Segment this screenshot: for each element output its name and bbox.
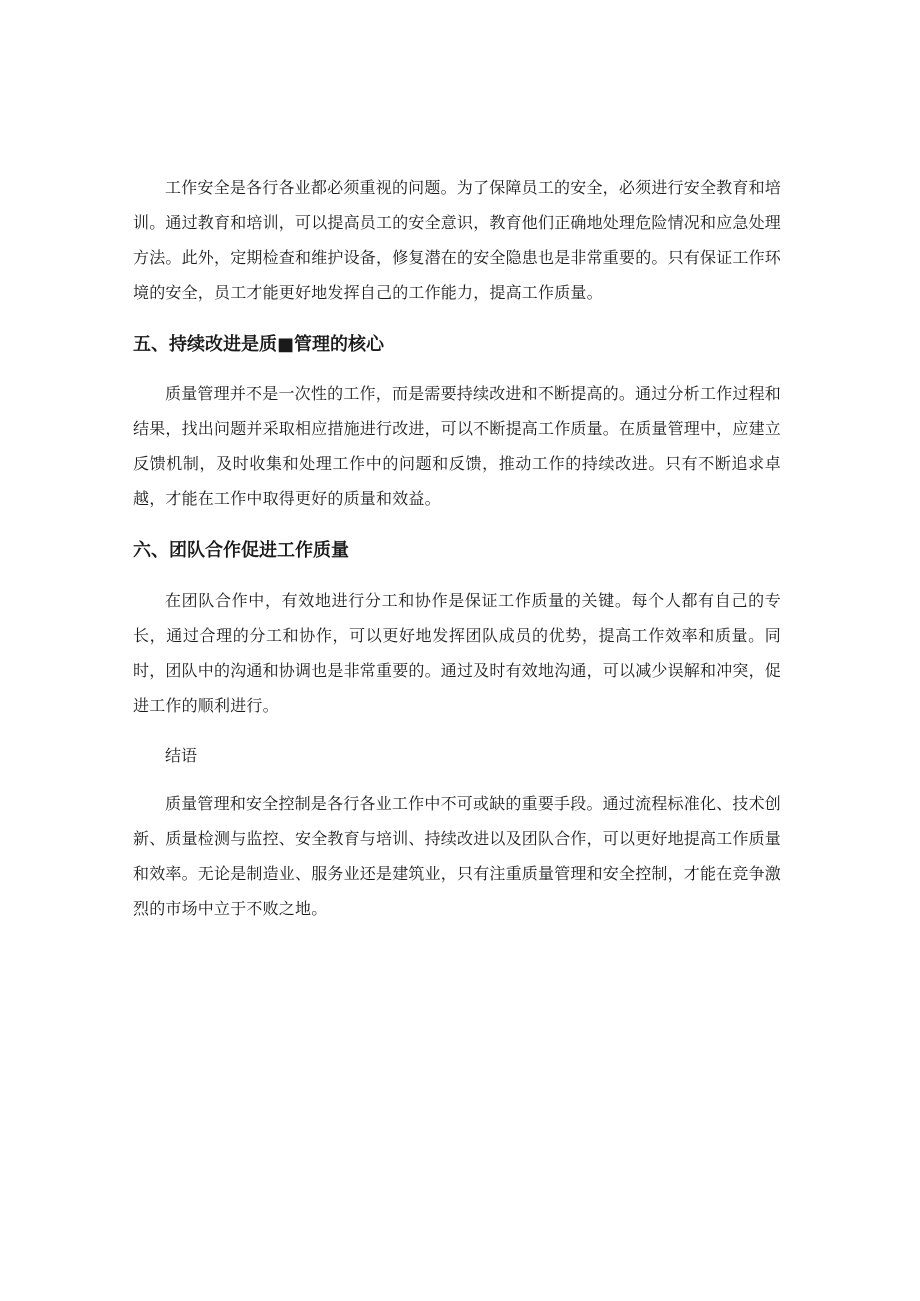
section-6-paragraph: 在团队合作中，有效地进行分工和协作是保证工作质量的关键。每个人都有自己的专长，通过合理的分工和协作，可以更好地发挥团队成员的优势，提高工作效率和质量。同时，团队中的沟通和协调也是非常重要的。通过及时有效地沟通，可以减少误解和冲突，促进工作的顺利进行。 xyxy=(133,591,782,715)
conclusion-paragraph: 质量管理和安全控制是各行各业工作中不可或缺的重要手段。通过流程标准化、技术创新、质量检测与监控、安全教育与培训、持续改进以及团队合作，可以更好地提高工作质量和效率。无论是制造业、服务业还是建筑业，只有注重质量管理和安全控制，才能在竞争激烈的市场中立于不败之地。 xyxy=(133,794,782,918)
section-6-heading: 六、团队合作促进工作质量 xyxy=(133,540,349,561)
section-5-heading: 五、持续改进是质■管理的核心 xyxy=(133,334,385,355)
conclusion-label: 结语 xyxy=(165,746,198,765)
section-5-paragraph: 质量管理并不是一次性的工作，而是需要持续改进和不断提高的。通过分析工作过程和结果，找出问题并采取相应措施进行改进，可以不断提高工作质量。在质量管理中，应建立反馈机制，及时收集和处理工作中的问题和反馈，推动工作的持续改进。只有不断追求卓越，才能在工作中取得更好的质量和效益。 xyxy=(133,384,782,508)
intro-paragraph: 工作安全是各行各业都必须重视的问题。为了保障员工的安全，必须进行安全教育和培训。通过教育和培训，可以提高员工的安全意识，教育他们正确地处理危险情况和应急处理方法。此外，定期检查和维护设备，修复潜在的安全隐患也是非常重要的。只有保证工作环境的安全，员工才能更好地发挥自己的工作能力，提高工作质量。 xyxy=(133,178,782,302)
